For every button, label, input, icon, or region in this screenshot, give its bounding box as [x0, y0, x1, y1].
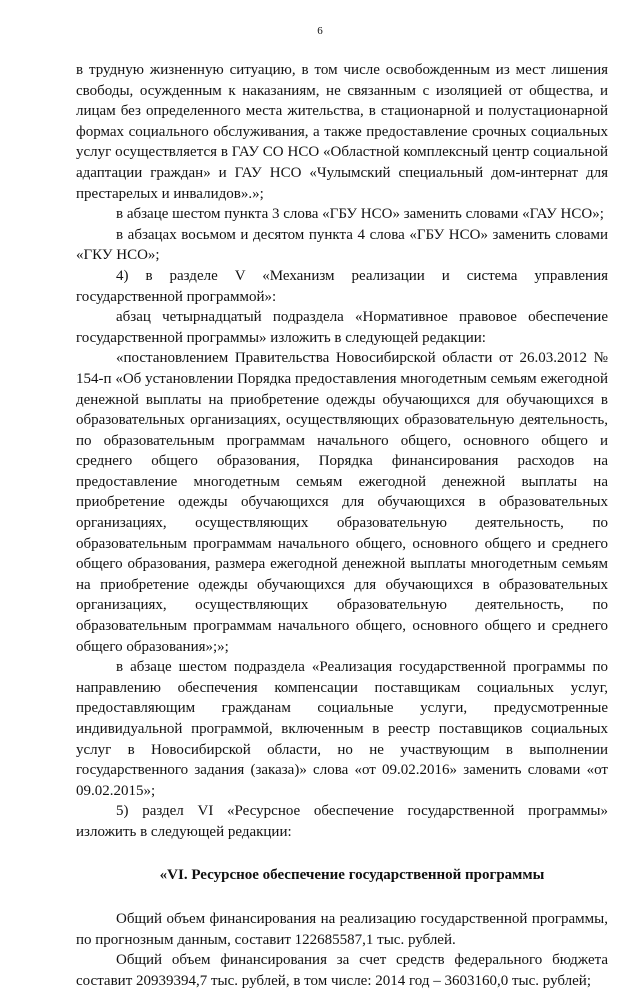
paragraph-continuation: в трудную жизненную ситуацию, в том числе освобожденным из мест лишения свободы, осужденным к наказаниям, не связанным с изоляцией от общества, и лицам без определенного места жительства, в стационарной и полустационарной формах социального обслуживания, а также предоставление срочных социальных услуг осуществляется в ГАУ СО НСО «Областной комплексный центр социальной адаптации граждан» и ГАУ НСО «Чулымский специальный дом-интернат для престарелых и инвалидов».»; — [76, 62, 608, 202]
section-heading: «VI. Ресурсное обеспечение государственной программы — [159, 866, 545, 883]
page-number: 6 — [317, 25, 323, 37]
paragraph-subsection-implementation: в абзаце шестом подраздела «Реализация государственной программы по направлению обеспечения компенсации поставщикам социальных услуг, предоставляющим гражданам социальные услуги, предусмотренные индивидуальной программой, включенным в реестр поставщиков социальных услуг в Новосибирской области, но не участвующим в выполнении государственного задания (заказа)» слова «от 09.02.2016» заменить словами «от 09.02.2015»; — [76, 659, 608, 799]
paragraph-amendment-item-4: в абзацах восьмом и десятом пункта 4 слова «ГБУ НСО» заменить словами «ГКУ НСО»; — [76, 226, 608, 264]
paragraph-total-financing: Общий объем финансирования на реализацию государственной программы, по прогнозным данным, составит 122685587,1 тыс. рублей. — [76, 911, 608, 948]
paragraph-section-vi: 5) раздел VI «Ресурсное обеспечение государственной программы» изложить в следующей редакции: — [76, 803, 608, 840]
paragraph-federal-financing: Общий объем финансирования за счет средств федерального бюджета составит 20939394,7 тыс. рублей, в том числе: 2014 год – 3603160,0 тыс. рублей; — [76, 952, 608, 989]
document-body — [76, 60, 608, 992]
paragraph-subsection-normative: абзац четырнадцатый подраздела «Нормативное правовое обеспечение государственной программы» изложить в следующей редакции: — [76, 309, 608, 346]
paragraph-section-v: 4) в разделе V «Механизм реализации и система управления государственной программой»: — [76, 267, 608, 305]
paragraph-resolution-quote: «постановлением Правительства Новосибирской области от 26.03.2012 № 154-п «Об установлении Порядка предоставления многодетным семьям ежегодной денежной выплаты на приобретение одежды обучающихся для обучающихся в образовательных организациях, осуществляющих образовательную деятельность, по образовательным программам начального общего, основного общего и среднего общего образования, Порядка финансирования расходов на предоставление многодетным семьям ежегодной денежной выплаты на приобретение одежды обучающихся для обучающихся в образовательных организациях, осуществляющих образовательную деятельность, по образовательным программам начального общего, основного общего и среднего общего образования, размера ежегодной денежной выплаты многодетным семьям на приобретение одежды обучающихся для обучающихся в образовательных организациях, осуществляющих образовательную деятельность, по образовательным программам начального общего, основного общего и среднего общего образования»;»; — [76, 350, 608, 655]
paragraph-amendment-item-3: в абзаце шестом пункта 3 слова «ГБУ НСО» заменить словами «ГАУ НСО»; — [116, 206, 604, 223]
